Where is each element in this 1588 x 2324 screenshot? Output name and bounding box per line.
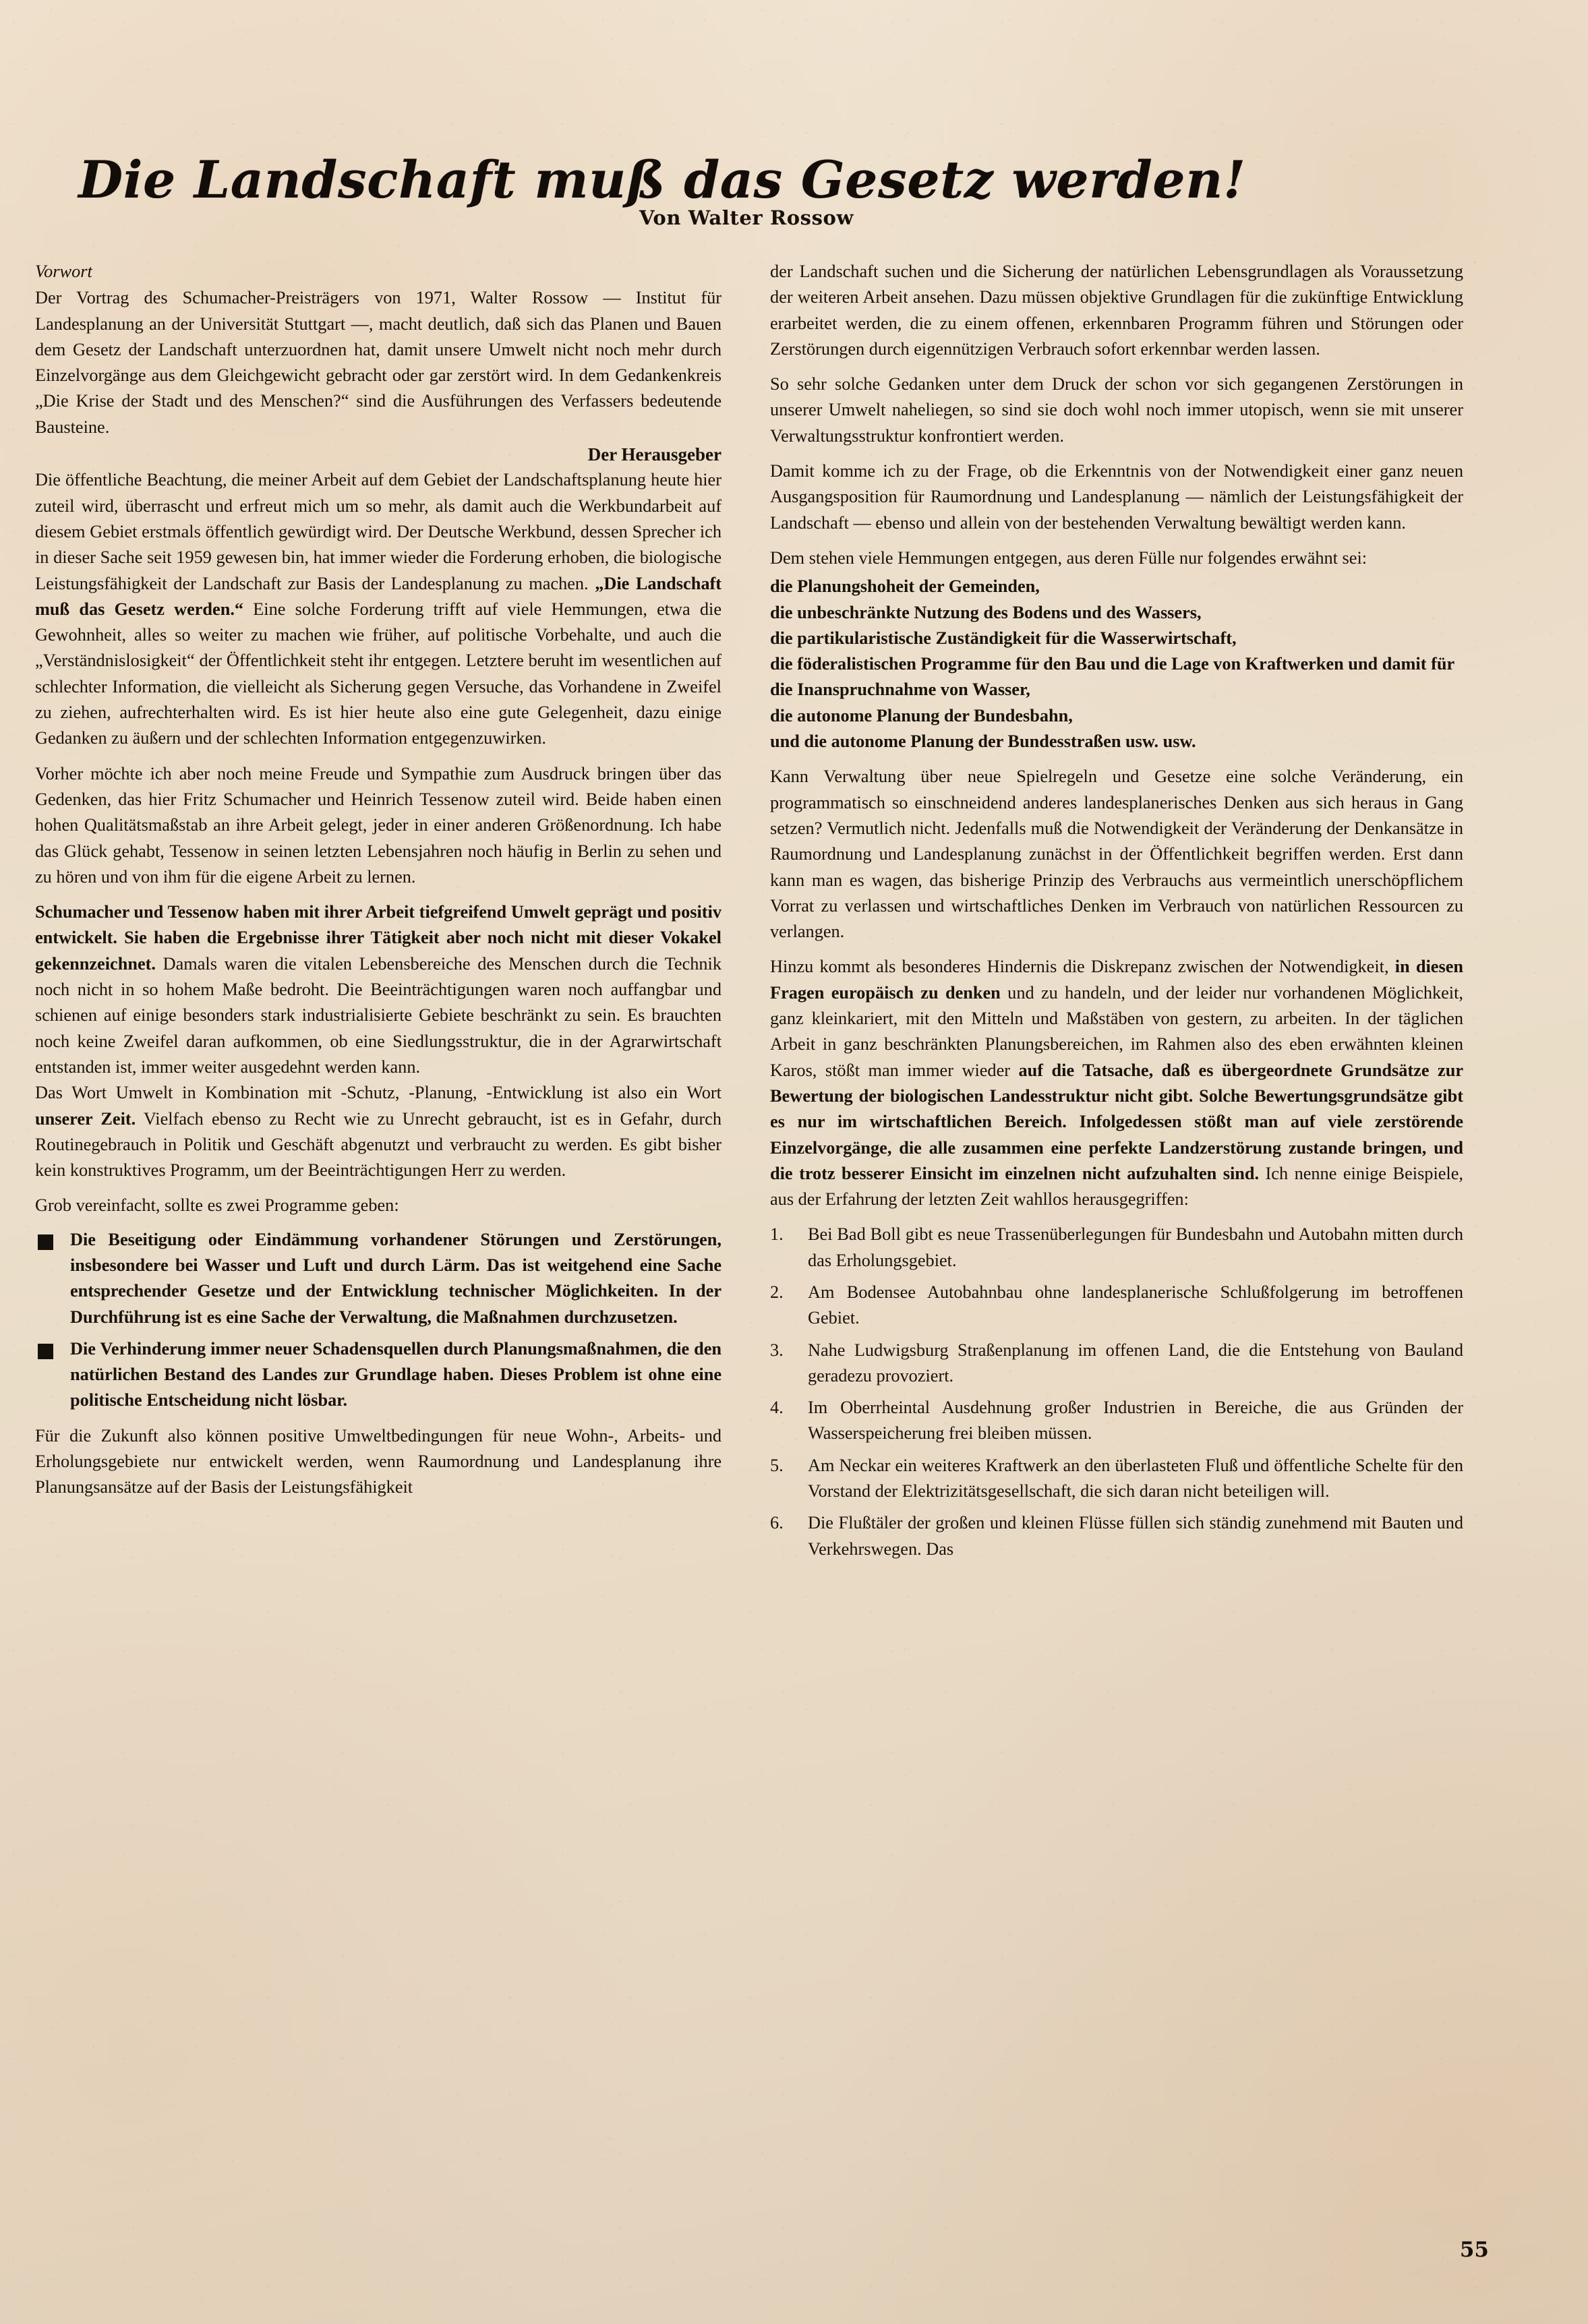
column-right — [770, 259, 1463, 1568]
paragraph-6: Für die Zukunft also können positive Umweltbedingungen für neue Wohn-, Arbeits- und Erholungsgebiete nur entwickelt werden, wenn Raumordnung und Landesplanung ihre Planungsansätze auf der Basis der Leistungsfähigkeit — [35, 1425, 722, 1497]
paragraph-12-part-a: Hinzu kommt als besonderes Hindernis die Diskrepanz zwischen der Notwendigkeit, — [770, 957, 1395, 977]
list-item: Am Neckar ein weiteres Kraftwerk an den überlasteten Fluß und öffentliche Schelte für den Vorstand der Elektrizitätsgesellschaft, die sich daran nicht beteiligen will. — [808, 1455, 1463, 1501]
paragraph-5-intro: Grob vereinfacht, sollte es zwei Programme geben: — [35, 1195, 399, 1216]
foreword-signature: Der Herausgeber — [587, 444, 722, 465]
impediments-list — [770, 574, 1463, 754]
foreword-kicker: Vorwort — [35, 262, 92, 281]
list-item: die föderalistischen Programme für den Bau und die Lage von Kraftwerken und damit für die Inanspruchnahme von Wasser, — [770, 654, 1454, 700]
column-left — [35, 259, 722, 1501]
paragraph-1 — [35, 467, 722, 751]
paragraph-4-emphasis: unserer Zeit. — [35, 1108, 136, 1129]
paragraph-12-emphasis-1: in diesen Fragen europäisch zu denken — [770, 957, 1464, 1003]
paragraph-7: der Landschaft suchen und die Sicherung der natürlichen Lebensgrundlagen als Voraussetzung der weiteren Arbeit ansehen. Dazu müssen objektive Grundlagen für die zukünftige Entwicklung erarbeitet werden, die zu einem offenen, erkennbaren Programm führen und Störungen oder Zerstörungen durch eigennützigen Verbrauch sofort erkennbar werden lassen. — [770, 262, 1463, 359]
paragraph-3 — [35, 899, 722, 1080]
list-item: die Planungshoheit der Gemeinden, — [770, 576, 1040, 597]
list-item: die unbeschränkte Nutzung des Bodens und des Wassers, — [770, 602, 1202, 622]
paragraph-4-part-a: Das Wort Umwelt in Kombination mit -Schutz, -Planung, -Entwicklung ist also ein Wort — [35, 1083, 722, 1103]
paragraph-12-part-b: und zu handeln, und der leider nur vorhandenen Möglichkeit, ganz kleinkariert, mit den Mitteln und Maßstäben von gestern, zu arbeiten. In der täglichen Arbeit in ganz beschränkten Planungsbereichen, im Rahmen also des eben erwähnten kleinen Karos, stößt man immer wieder — [770, 982, 1463, 1080]
list-item: Die Verhinderung immer neuer Schadensquellen durch Planungsmaßnahmen, die den natürlichen Bestand des Landes zur Grundlage haben. Dieses Problem ist ohne eine politische Entscheidung nicht lösbar. — [35, 1336, 722, 1414]
paragraph-4-part-b: Vielfach ebenso zu Recht wie zu Unrecht gebraucht, ist es in Gefahr, durch Routinegebrauch in Politik und Geschäft abgenutzt und verbraucht zu werden. Es gibt bisher kein konstruktives Programm, um der Beeinträchtigungen Herr zu werden. — [35, 1108, 722, 1181]
list-item: die partikularistische Zuständigkeit für die Wasserwirtschaft, — [770, 628, 1237, 648]
paragraph-3-rest: Damals waren die vitalen Lebensbereiche des Menschen durch die Technik noch nicht in so hohem Maße bedroht. Die Beeinträchtigungen waren noch auffangbar und schienen auf einige besonders stark industrialisierte Gebiete beschränkt zu sein. Es brauchten noch keine Zweifel daran aufkommen, ob eine Siedlungsstruktur, die in der Agrarwirtschaft entstanden ist, immer weiter ausgedehnt werden kann. — [35, 953, 722, 1077]
paragraph-2: Vorher möchte ich aber noch meine Freude und Sympathie zum Ausdruck bringen über das Gedenken, das hier Fritz Schumacher und Heinrich Tessenow zuteil wird. Beide haben einen hohen Qualitätsmaßstab an ihre Arbeit gelegt, jeder in einer anderen Größenordnung. Ich habe das Glück gehabt, Tessenow in seinen letzten Lebensjahren noch häufig in Berlin zu sehen und zu hören und von ihm für die eigene Arbeit zu lernen. — [35, 763, 722, 887]
list-item: und die autonome Planung der Bundesstraßen usw. usw. — [770, 732, 1196, 752]
paragraph-12-part-c: Ich nenne einige Beispiele, aus der Erfahrung der letzten Zeit wahllos herausgegriffen: — [770, 1163, 1463, 1210]
paragraph-1-emphasis: „Die Landschaft muß das Gesetz werden.“ — [35, 573, 722, 619]
list-item: Nahe Ludwigsburg Straßenplanung im offenen Land, die die Entstehung von Bauland geradezu provoziert. — [808, 1340, 1463, 1386]
paragraph-4 — [35, 1080, 722, 1183]
list-item: Bei Bad Boll gibt es neue Trassenüberlegungen für Bundesbahn und Autobahn mitten durch das Erholungsgebiet. — [808, 1224, 1463, 1270]
two-column-body — [35, 259, 1524, 2275]
examples-list — [770, 1222, 1463, 1562]
paragraph-12-emphasis-2: auf die Tatsache, daß es übergeordnete Grundsätze zur Bewertung der biologischen Landesstruktur nicht gibt. Solche Bewertungsgrundsätze gibt es nur im wirtschaftlichen Bereich. Infolgedessen stößt man auf viele zerstörende Einzelvorgänge, die alle zusammen eine perfekte Landzerstörung zustande bringen, und die trotz besserer Einsicht im einzelnen nicht aufzuhalten sind. — [770, 1060, 1463, 1183]
paragraph-8: So sehr solche Gedanken unter dem Druck der schon vor sich gegangenen Zerstörungen in unserer Umwelt naheliegen, so sind sie doch wohl noch immer utopisch, wenn sie mit unserer Verwaltungsstruktur konfrontiert werden. — [770, 374, 1463, 446]
foreword-block — [35, 259, 722, 440]
page-title: Die Landschaft muß das Gesetz werden! — [78, 149, 1246, 210]
list-item: die autonome Planung der Bundesbahn, — [770, 705, 1073, 725]
list-item: Die Flußtäler der großen und kleinen Flüsse füllen sich ständig zunehmend mit Bauten und Verkehrswegen. Das — [808, 1513, 1463, 1559]
programme-list — [35, 1227, 722, 1414]
list-item: Im Oberrheintal Ausdehnung großer Industrien in Bereiche, die aus Gründen der Wasserspeicherung frei bleiben müssen. — [808, 1398, 1463, 1443]
paragraph-10: Dem stehen viele Hemmungen entgegen, aus deren Fülle nur folgendes erwähnt sei: — [770, 547, 1368, 568]
paragraph-12 — [770, 954, 1463, 1212]
paragraph-3-emphasis: Schumacher und Tessenow haben mit ihrer Arbeit tiefgreifend Umwelt geprägt und positiv entwickelt. Sie haben die Ergebnisse ihrer Tätigkeit aber noch nicht mit dieser Vokakel gekennzeichnet. — [35, 902, 722, 974]
list-item: Am Bodensee Autobahnbau ohne landesplanerische Schlußfolgerung im betroffenen Gebiet. — [808, 1282, 1463, 1328]
paragraph-11: Kann Verwaltung über neue Spielregeln und Gesetze eine solche Veränderung, ein programmatisch so einschneidend anderes landesplanerisches Denken aus sich heraus in Gang setzen? Vermutlich nicht. Jedenfalls muß die Notwendigkeit der Veränderung der Denkansätze in Raumordnung und Landesplanung zunächst in der Öffentlichkeit begriffen werden. Erst dann kann man es wagen, das bisherige Prinzip des Verbrauchs aus vermeintlich unerschöpflichem Vorrat zu verlassen und wirtschaftliches Denken im Verbrauch von natürlichen Ressourcen zu verlangen. — [770, 767, 1463, 942]
byline: Von Walter Rossow — [639, 206, 854, 229]
page-number: 55 — [1459, 2238, 1489, 2262]
foreword-body: Der Vortrag des Schumacher-Preisträgers von 1971, Walter Rossow — Institut für Landesplanung an der Universität Stuttgart —, macht deutlich, daß sich das Planen und Bauen dem Gesetz der Landschaft unterzuordnen hat, damit unsere Umwelt nicht noch mehr durch Einzelvorgänge aus dem Gleichgewicht gebracht oder gar zerstört wird. In dem Gedankenkreis „Die Krise der Stadt und des Menschen?“ sind die Ausführungen des Verfassers bedeutende Bausteine. — [35, 288, 722, 437]
paragraph-1-part-b: Eine solche Forderung trifft auf viele Hemmungen, etwa die Gewohnheit, alles so weiter zu machen wie früher, auf politische Vorbehalte, und auch die „Verständnislosigkeit“ der Öffentlichkeit steht ihr entgegen. Letztere beruht im wesentlichen auf schlechter Information, die vielleicht als Sicherung gegen Versuche, das Vorhandene in Zweifel zu ziehen, aufrechterhalten wird. Es ist hier heute also eine gute Gelegenheit, dazu einige Gedanken zu äußern und der schlechten Information entgegenzuwirken. — [35, 599, 722, 748]
list-item: Die Beseitigung oder Eindämmung vorhandener Störungen und Zerstörungen, insbesondere bei Wasser und Luft und durch Lärm. Das ist weitgehend eine Sache entsprechender Gesetze und der Entwicklung technischer Möglichkeiten. In der Durchführung ist es eine Sache der Verwaltung, die Maßnahmen durchzusetzen. — [35, 1227, 722, 1330]
paragraph-9: Damit komme ich zu der Frage, ob die Erkenntnis von der Notwendigkeit einer ganz neuen Ausgangsposition für Raumordnung und Landesplanung — nämlich der Leistungsfähigkeit der Landschaft — ebenso und allein von der bestehenden Verwaltung bewältigt werden kann. — [770, 461, 1463, 533]
page-sheet — [35, 0, 1524, 2324]
paragraph-1-part-a: Die öffentliche Beachtung, die meiner Arbeit auf dem Gebiet der Landschaftsplanung heute hier zuteil wird, überrascht und erfreut mich um so mehr, als damit auch die Werkbundarbeit auf diesem Gebiet erstmals öffentlich gewürdigt wird. Der Deutsche Werkbund, dessen Sprecher ich in dieser Sache seit 1959 gewesen bin, hat immer wieder die Forderung erhoben, die biologische Leistungsfähigkeit der Landschaft zur Basis der Landesplanung zu machen. — [35, 470, 722, 593]
